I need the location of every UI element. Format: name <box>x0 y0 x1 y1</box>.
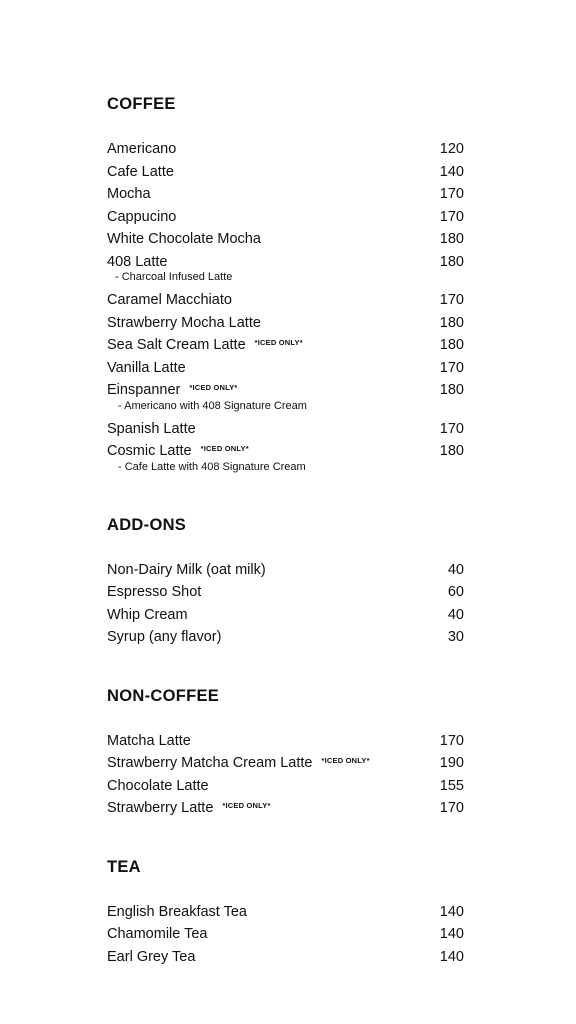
menu-item <box>107 901 467 924</box>
item-price: 170 <box>439 732 464 749</box>
menu-item <box>107 289 467 312</box>
menu-item <box>107 357 467 380</box>
menu-item <box>107 752 467 775</box>
menu-item <box>107 312 467 335</box>
item-price: 140 <box>439 903 464 920</box>
item-price: 40 <box>447 561 464 578</box>
item-name: 408 Latte <box>107 253 168 270</box>
menu-item <box>107 730 467 753</box>
item-name: Earl Grey Tea <box>107 948 196 965</box>
item-price: 170 <box>439 208 464 225</box>
section-title: TEA <box>107 857 141 876</box>
item-name: Einspanner <box>107 382 181 398</box>
menu-item <box>107 797 467 820</box>
iced-only-note: *ICED ONLY* <box>189 383 238 392</box>
menu-item <box>107 626 467 649</box>
item-price: 190 <box>439 755 464 771</box>
menu-item <box>107 775 467 798</box>
item-name: Strawberry Latte <box>107 800 214 816</box>
item-name: White Chocolate Mocha <box>107 231 261 247</box>
menu-item <box>107 604 467 627</box>
item-price: 170 <box>439 800 464 816</box>
item-name-wrap <box>107 752 370 777</box>
menu-item <box>107 946 467 969</box>
section-title: ADD-ONS <box>107 515 187 534</box>
item-price: 180 <box>439 231 464 247</box>
item-name: Chamomile Tea <box>107 926 208 942</box>
item-price: 180 <box>439 443 464 459</box>
menu-item <box>107 581 467 604</box>
item-name: Vanilla Latte <box>107 359 186 376</box>
item-description: - Americano with 408 Signature Cream <box>118 399 307 412</box>
item-name: Whip Cream <box>107 606 188 623</box>
item-name: Cafe Latte <box>107 163 174 180</box>
menu-item <box>107 923 467 946</box>
item-price: 180 <box>439 253 464 270</box>
item-name: Syrup (any flavor) <box>107 629 222 645</box>
section-title: COFFEE <box>107 95 176 113</box>
item-price: 180 <box>439 314 464 331</box>
item-price: 120 <box>439 141 464 157</box>
item-name: Non-Dairy Milk (oat milk) <box>107 561 266 578</box>
item-name-wrap <box>107 334 303 359</box>
item-name: Matcha Latte <box>107 732 191 749</box>
menu-item <box>107 138 467 161</box>
item-price: 140 <box>439 948 464 965</box>
section-tea <box>107 856 467 969</box>
iced-only-note: *ICED ONLY* <box>200 444 249 453</box>
item-name: Chocolate Latte <box>107 777 209 794</box>
item-price: 180 <box>439 337 464 353</box>
item-price: 170 <box>439 186 464 202</box>
menu-item <box>107 206 467 229</box>
section-non-coffee <box>107 685 467 820</box>
menu-item <box>107 418 467 441</box>
item-name: English Breakfast Tea <box>107 903 247 920</box>
item-price: 170 <box>439 292 464 308</box>
item-price: 155 <box>439 777 464 794</box>
iced-only-note: *ICED ONLY* <box>254 338 303 347</box>
item-name: Sea Salt Cream Latte <box>107 337 246 353</box>
item-name: Cosmic Latte <box>107 443 192 459</box>
item-name: Americano <box>107 141 177 157</box>
item-price: 40 <box>447 606 464 623</box>
item-name: Caramel Macchiato <box>107 292 232 308</box>
iced-only-note: *ICED ONLY* <box>321 756 370 765</box>
item-description: - Cafe Latte with 408 Signature Cream <box>118 460 306 473</box>
item-name: Espresso Shot <box>107 584 202 600</box>
item-name-wrap <box>107 797 271 822</box>
item-price: 60 <box>447 584 464 600</box>
item-price: 180 <box>439 382 464 398</box>
section-add-ons <box>107 514 467 649</box>
item-name: Cappucino <box>107 208 177 225</box>
item-price: 170 <box>439 420 464 437</box>
item-price: 140 <box>439 163 464 180</box>
item-price: 140 <box>439 926 464 942</box>
item-name: Mocha <box>107 186 151 202</box>
menu-item <box>107 228 467 251</box>
item-name: Strawberry Matcha Cream Latte <box>107 755 313 771</box>
item-price: 30 <box>447 629 464 645</box>
menu-item <box>107 183 467 206</box>
item-name: Spanish Latte <box>107 420 196 437</box>
menu-item <box>107 334 467 357</box>
menu-item <box>107 161 467 184</box>
iced-only-note: *ICED ONLY* <box>222 801 271 810</box>
section-coffee <box>107 93 467 478</box>
menu <box>107 93 467 1004</box>
item-price: 170 <box>439 359 464 376</box>
item-description: - Charcoal Infused Latte <box>115 271 233 283</box>
section-title: NON-COFFEE <box>107 686 220 705</box>
item-name: Strawberry Mocha Latte <box>107 314 261 331</box>
menu-item <box>107 559 467 582</box>
